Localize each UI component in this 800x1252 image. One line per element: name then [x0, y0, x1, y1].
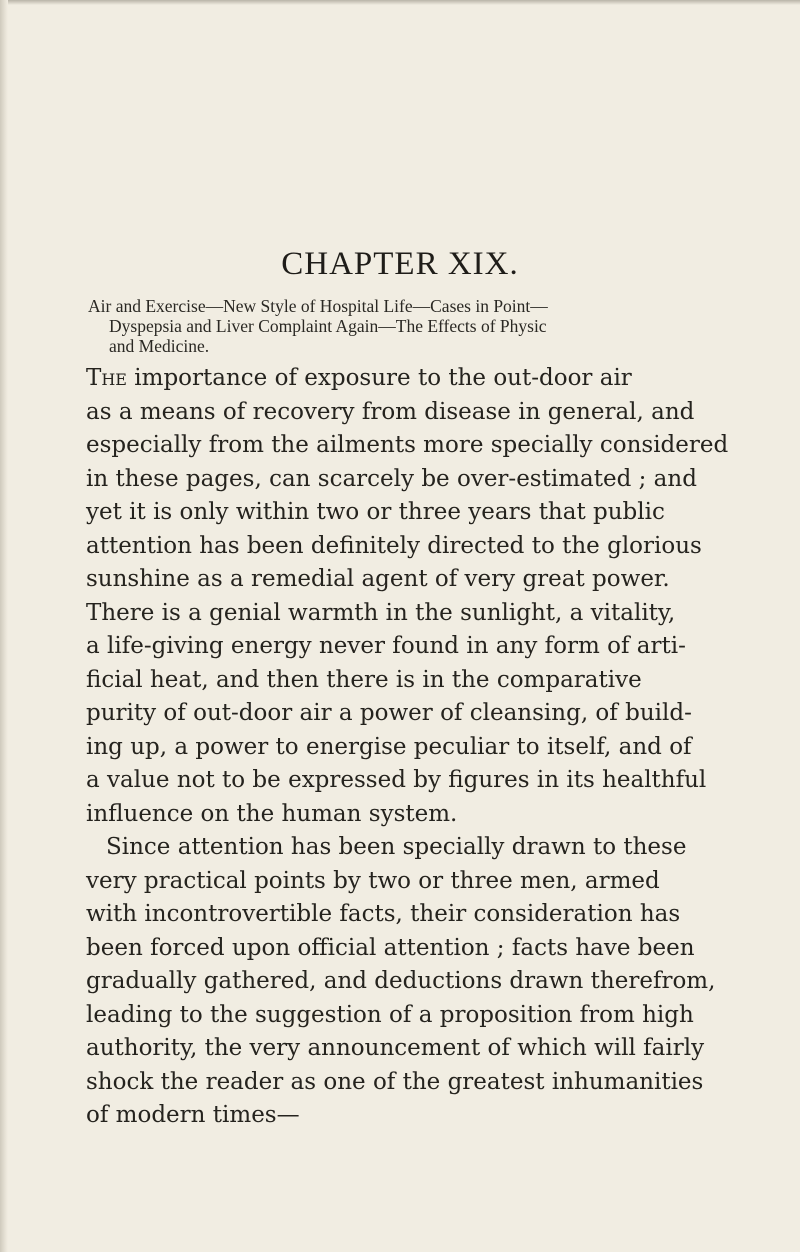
- text-line: yet it is only within two or three years that public: [86, 499, 665, 525]
- synopsis-line: Dyspepsia and Liver Complaint Again—The Effects of Physic: [109, 316, 547, 336]
- text-line: influence on the human system.: [86, 800, 458, 827]
- text-line: a life-giving energy never found in any form of arti-: [86, 633, 686, 659]
- text-line: gradually gathered, and deductions drawn therefrom,: [86, 968, 716, 994]
- paragraph-first-line: [86, 362, 726, 396]
- text-line: as a means of recovery from disease in general, and: [86, 398, 695, 425]
- text-line: authority, the very announcement of which will fairly: [86, 1035, 705, 1061]
- body-text: [86, 362, 729, 1133]
- page-top-edge: [0, 0, 800, 5]
- text-line: ficial heat, and then there is in the comparative: [86, 666, 642, 693]
- text-line: purity of out-door air a power of cleansing, of build-: [86, 700, 692, 726]
- text-line: with incontrovertible facts, their consideration has: [86, 901, 681, 927]
- text-line: in these pages, can scarcely be over-estimated ; and: [86, 465, 697, 492]
- text-line: of modern times—: [86, 1102, 300, 1128]
- text-line: been forced upon official attention ; facts have been: [86, 934, 695, 961]
- synopsis-line: and Medicine.: [109, 336, 210, 356]
- opening-word: The: [86, 365, 127, 391]
- chapter-synopsis: [88, 296, 678, 356]
- text-line: especially from the ailments more specially considered: [86, 432, 729, 458]
- synopsis-line: Air and Exercise—New Style of Hospital Life—Cases in Point—: [88, 296, 548, 316]
- text-line: importance of exposure to the out-door air: [126, 365, 632, 391]
- text-line: Since attention has been specially drawn to these: [106, 834, 687, 860]
- text-line: leading to the suggestion of a proposition from high: [86, 1001, 694, 1028]
- text-line: very practical points by two or three men, armed: [86, 867, 660, 894]
- text-line: a value not to be expressed by figures in its healthful: [86, 767, 707, 793]
- text-line: sunshine as a remedial agent of very great power.: [86, 566, 670, 592]
- text-line: attention has been definitely directed to the glorious: [86, 532, 702, 559]
- text-line: There is a genial warmth in the sunlight, a vitality,: [86, 599, 676, 626]
- text-line: shock the reader as one of the greatest inhumanities: [86, 1068, 704, 1095]
- chapter-title: CHAPTER XIX.: [281, 246, 519, 282]
- page-binding-edge: [0, 0, 8, 1252]
- text-line: ing up, a power to energise peculiar to itself, and of: [86, 733, 692, 760]
